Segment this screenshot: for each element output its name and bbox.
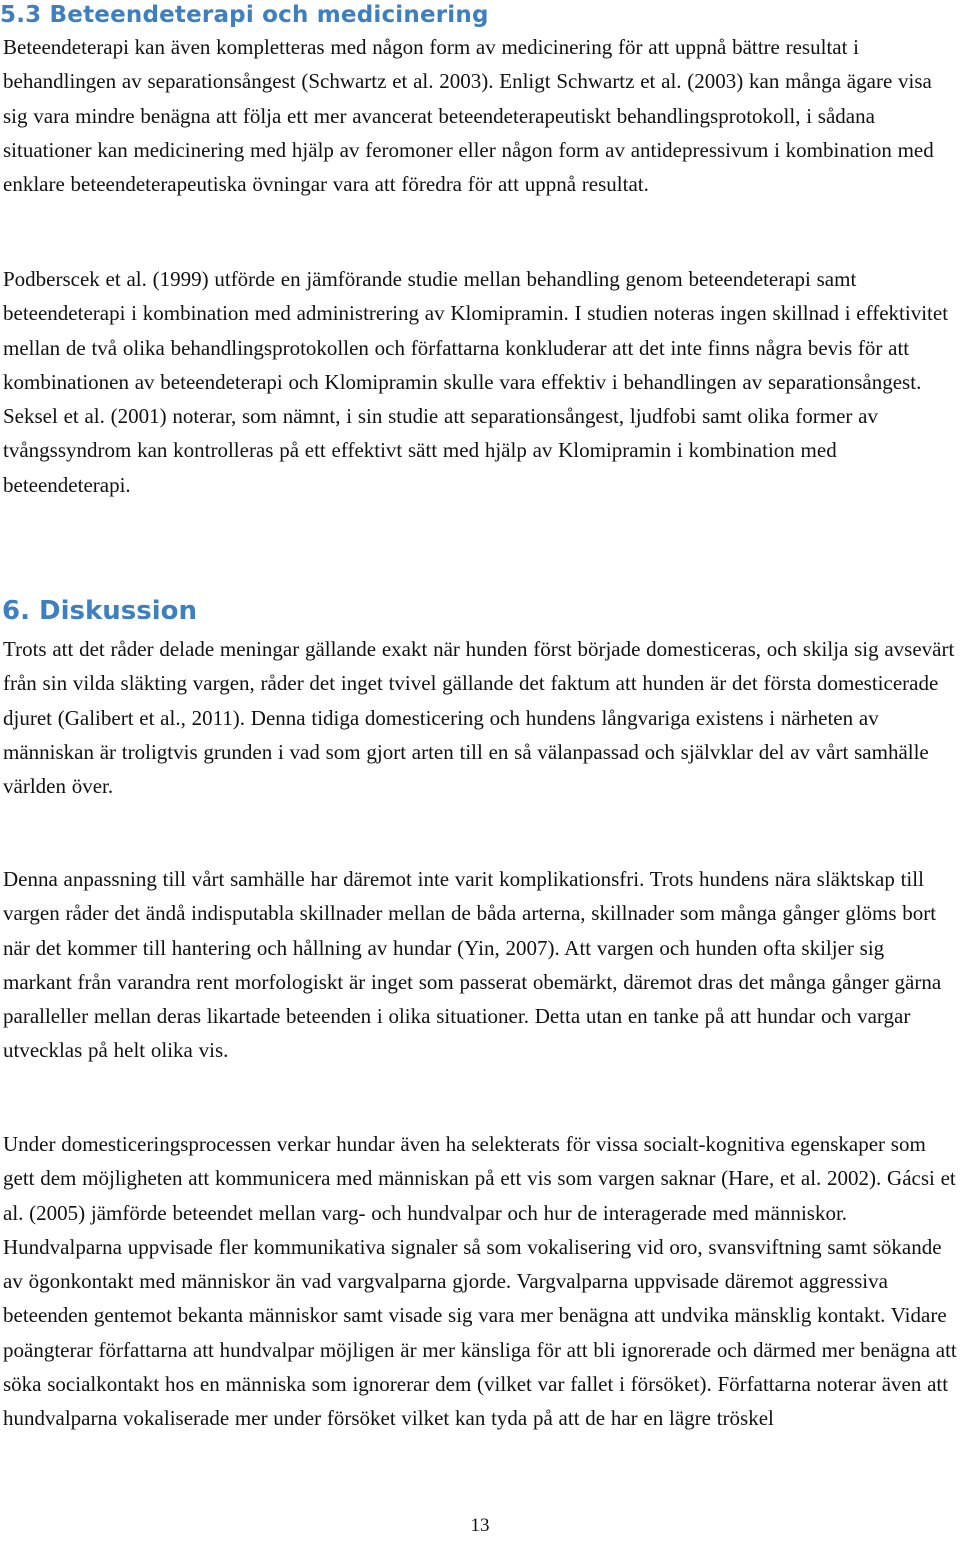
section-heading-5-3: 5.3 Beteendeterapi och medicinering (0, 2, 489, 28)
paragraph-adaptation: Denna anpassning till vårt samhälle har däremot inte varit komplikationsfri. Trots hundens nära släktskap till vargen råder det ändå indisputabla skillnader mellan de båda arterna, skillnader som många gånger glöms bort när det kommer till hantering och hållning av hundar (Yin, 2007). Att vargen och hunden ofta skiljer sig markant från varandra rent morfologiskt är inget som passerat obemärkt, däremot dras det många gånger gärna paralleller mellan deras likartade beteenden i olika situationer. Detta utan en tanke på att hundar och vargar utvecklas på helt olika vis. (3, 867, 942, 1063)
section-heading-6-diskussion: 6. Diskussion (2, 596, 198, 626)
paragraph-domestication: Trots att det råder delade meningar gällande exakt när hunden först började domesticeras, och skilja sig avsevärt från sin vilda släkting vargen, råder det inget tvivel gällande det faktum att hunden är det första domesticerade djuret (Galibert et al., 2011). Denna tidiga domesticering och hundens långvariga existens i närheten av människan är troligtvis grunden i vad som gjort arten till en så välanpassad och självklar del av vårt samhälle världen över. (3, 637, 955, 799)
paragraph-social-cognitive: Under domesticeringsprocessen verkar hundar även ha selekterats för vissa socialt-kognitiva egenskaper som gett dem möjligheten att kommunicera med människan på ett vis som vargen saknar (Hare, et al. 2002). Gácsi et al. (2005) jämförde beteendet mellan varg- och hundvalpar och hur de interagerade med människor. Hundvalparna uppvisade fler kommunikativa signaler så som vokalisering vid oro, svansviftning samt sökande av ögonkontakt med människor än vad vargvalparna gjorde. Vargvalparna uppvisade däremot aggressiva beteenden gentemot bekanta människor samt visade sig vara mer benägna att undvika mänsklig kontakt. Vidare poängterar författarna att hundvalpar möjligen är mer känsliga för att bli ignorerade och därmed mer benägna att söka socialkontakt hos en människa som ignorerar dem (vilket var fallet i försöket). Författarna noterar även att hundvalparna vokaliserade mer under försöket vilket kan tyda på att de har en lägre tröskel (3, 1132, 957, 1431)
page-number: 13 (470, 1515, 490, 1536)
paragraph-medicinering-intro: Beteendeterapi kan även kompletteras med någon form av medicinering för att uppnå bättre resultat i behandlingen av separationsångest (Schwartz et al. 2003). Enligt Schwartz et al. (2003) kan många ägare visa sig vara mindre benägna att följa ett mer avancerat beteendeterapeutiskt behandlingsprotokoll, i sådana situationer kan medicinering med hjälp av feromoner eller någon form av antidepressivum i kombination med enklare beteendeterapeutiska övningar vara att föredra för att uppnå resultat. (3, 35, 934, 197)
paragraph-podberscek-study: Podberscek et al. (1999) utförde en jämförande studie mellan behandling genom beteendeterapi samt beteendeterapi i kombination med administrering av Klomipramin. I studien noteras ingen skillnad i effektivitet mellan de två olika behandlingsprotokollen och författarna konkluderar att det inte finns några bevis för att kombinationen av beteendeterapi och Klomipramin skulle vara effektiv i behandlingen av separationsångest. Seksel et al. (2001) noterar, som nämnt, i sin studie att separationsångest, ljudfobi samt olika former av tvångssyndrom kan kontrolleras på ett effektivt sätt med hjälp av Klomipramin i kombination med beteendeterapi. (3, 267, 949, 497)
